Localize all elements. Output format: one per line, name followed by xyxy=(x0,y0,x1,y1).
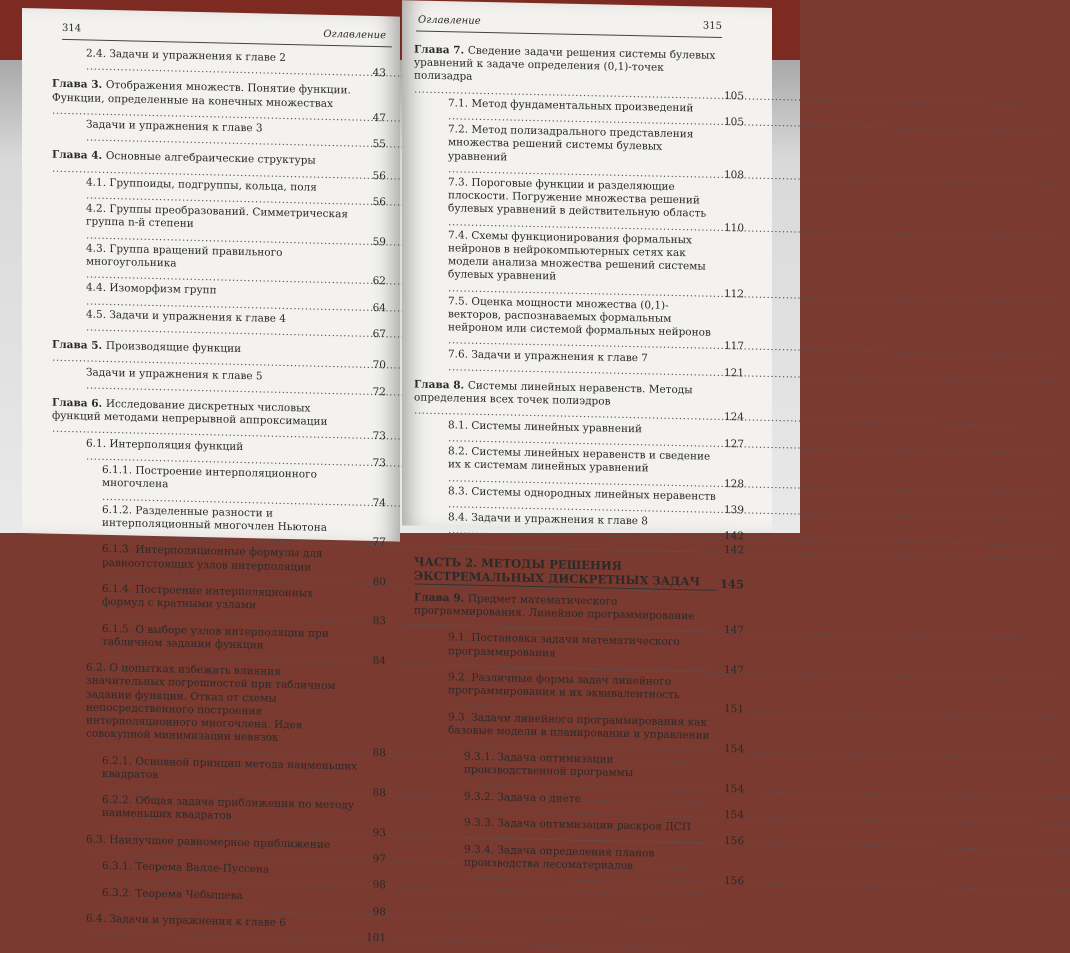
toc-entry-text: 6.1.5. О выборе узлов интерполяции при табличном задании функции xyxy=(102,622,329,652)
toc-page-number: 56 xyxy=(372,195,386,209)
toc-page-number: 64 xyxy=(372,301,386,314)
toc-entry-text: 6.3. Наилучшее равномерное приближение xyxy=(86,833,331,851)
toc-entry-text: 9.3. Задачи линейного программирования как базовые модели в планировании и управлении xyxy=(448,710,710,742)
toc-page-number: 151 xyxy=(723,703,744,716)
toc-entry-text: 6.3.1. Теорема Валле-Пуссена xyxy=(102,860,270,876)
toc-entry xyxy=(414,123,744,183)
right-page xyxy=(402,0,772,888)
toc-entry-text: 9.2. Различные формы задач линейного программирования и их эквивалентность xyxy=(448,671,680,702)
toc-entry-text: 6.2.1. Основной принцип метода наименьших квадратов xyxy=(102,754,358,781)
toc-chapter-label: Глава 4. xyxy=(52,149,106,163)
toc-entry-text: Отображения множеств. Понятие функции. Функции, определенные на конечных множествах xyxy=(52,79,351,110)
toc-entry-text: 6.1. Интерполяция функций xyxy=(86,437,244,453)
toc-entry xyxy=(414,176,744,236)
toc-entry-text: 8.3. Системы однородных линейных неравенств xyxy=(448,484,716,503)
toc-page-number: 139 xyxy=(723,503,744,517)
left-toc xyxy=(52,47,386,946)
toc-page-number: 128 xyxy=(723,477,744,490)
toc-entry-text: 9.3.2. Задача о диете xyxy=(464,790,581,805)
toc-entry-text: 6.2.2. Общая задача приближения по методу наименьших квадратов xyxy=(102,793,354,823)
toc-entry-text: 9.1. Постановка задачи математического программирования xyxy=(448,631,680,660)
toc-entry-text: Основные алгебраические структуры xyxy=(105,150,316,168)
toc-page-number: 98 xyxy=(372,879,386,892)
toc-page-number: 73 xyxy=(372,456,386,470)
toc-page-number: 147 xyxy=(723,624,744,637)
toc-page-number: 97 xyxy=(372,852,386,866)
toc-page-number: 154 xyxy=(723,782,744,795)
toc-page-number: 47 xyxy=(372,111,386,125)
toc-entry-text: 4.1. Группоиды, подгруппы, кольца, поля xyxy=(86,176,317,194)
toc-page-number: 117 xyxy=(723,340,744,353)
toc-page-number: 72 xyxy=(372,385,386,399)
toc-entry xyxy=(414,294,744,354)
toc-page-number: 110 xyxy=(723,221,744,235)
toc-entry xyxy=(52,661,386,761)
toc-page-number: 56 xyxy=(372,169,386,182)
toc-entry-text: 6.2. О попытках избежать влияния значительных погрешностей при табличном задании функции. Отказ от схемы непосредственного построения интерполяционного многочлена. Идея совокупной минимизации невязок xyxy=(86,661,336,744)
toc-entry xyxy=(414,228,744,301)
toc-page-number: 124 xyxy=(723,411,744,424)
toc-page-number: 108 xyxy=(723,168,744,182)
toc-chapter-label: Глава 6. xyxy=(52,396,106,410)
toc-entry-text: 8.4. Задачи и упражнения к главе 8 xyxy=(448,511,648,528)
toc-entry-text: 9.3.1. Задача оптимизации производственной программы xyxy=(464,750,634,780)
toc-page-number: 77 xyxy=(372,536,386,549)
toc-page-number: 145 xyxy=(719,576,744,592)
toc-entry-title xyxy=(448,229,1054,307)
toc-entry-text: 9.3.3. Задача оптимизации раскроя ДСП xyxy=(464,816,691,834)
left-running-title: Оглавление xyxy=(323,28,386,42)
toc-entry-text: Сведение задачи решения системы булевых уравнений к задаче определения (0,1)-точек полизадра xyxy=(414,44,716,84)
toc-page-number: 142 xyxy=(723,543,744,556)
toc-page-number: 74 xyxy=(372,496,386,509)
toc-part-heading xyxy=(414,554,744,591)
right-running-title: Оглавление xyxy=(418,14,481,27)
toc-page-number: 101 xyxy=(365,932,386,945)
toc-page-number: 67 xyxy=(372,328,386,341)
toc-entry xyxy=(414,631,744,678)
toc-entry-text: 8.2. Системы линейных неравенств и сведение их к системам линейных уравнений xyxy=(448,445,711,475)
toc-page-number: 88 xyxy=(372,747,386,760)
toc-entry-text: 7.6. Задачи и упражнения к главе 7 xyxy=(448,347,648,365)
toc-page-number: 142 xyxy=(723,530,744,543)
toc-entry xyxy=(414,842,744,889)
toc-chapter-entry xyxy=(414,379,744,426)
toc-entry-text: Задачи и упражнения к главе 3 xyxy=(86,118,263,135)
toc-entry-text: 6.1.3. Интерполяционные формулы для равноотстоящих узлов интерполяции xyxy=(102,543,323,574)
toc-entry-text: 6.1.1. Построение интерполяционного многочлена xyxy=(102,463,317,491)
toc-entry-text: Производящие функции xyxy=(105,340,242,356)
toc-entry-text: 7.5. Оценка мощности множества (0,1)- векторов, распознаваемых формальным нейроном или системой формальных нейронов xyxy=(448,295,711,339)
toc-part-title: ЧАСТЬ 2. МЕТОДЫ РЕШЕНИЯ ЭКСТРЕМАЛЬНЫХ ДИСКРЕТНЫХ ЗАДАЧ xyxy=(414,554,701,589)
toc-page-number: 43 xyxy=(372,67,386,80)
toc-entry xyxy=(414,445,744,492)
toc-page-number: 105 xyxy=(723,89,744,103)
toc-entry-text: Системы линейных неравенств. Методы определения всех точек полиэдров xyxy=(414,379,693,408)
toc-page-number: 147 xyxy=(723,663,744,677)
left-running-head xyxy=(62,23,392,47)
toc-page-number: 156 xyxy=(723,835,744,848)
toc-entry-text: Исследование дискретных числовых функций методами непрерывной аппроксимации xyxy=(52,397,328,429)
toc-entry-text: 7.3. Пороговые функции и разделяющие плоскости. Погружение множества решений булевых уравнений в действительную область xyxy=(448,176,707,221)
left-page xyxy=(22,8,400,945)
toc-page-number: 55 xyxy=(372,138,386,151)
toc-page-number: 154 xyxy=(723,742,744,756)
toc-entry-text: 7.2. Метод полизадрального представления множества решений системы булевых уравнений xyxy=(448,123,694,164)
toc-chapter-label: Глава 8. xyxy=(414,378,468,392)
toc-entry-text: Задачи и упражнения к главе 5 xyxy=(86,366,263,383)
toc-chapter-label: Глава 9. xyxy=(414,591,468,605)
toc-entry-text: 6.1.2. Разделенные разности и интерполяционный многочлен Ньютона xyxy=(102,503,327,534)
toc-page-number: 80 xyxy=(372,575,386,588)
toc-page-number: 73 xyxy=(372,430,386,443)
toc-chapter-label: Глава 7. xyxy=(414,43,468,57)
toc-page-number: 127 xyxy=(723,437,744,451)
toc-entry xyxy=(414,670,744,717)
toc-page-number: 83 xyxy=(372,615,386,628)
toc-page-number: 59 xyxy=(372,235,386,248)
toc-entry-text: 6.1.4. Построение интерполяционных формул с кратными узлами xyxy=(102,582,314,612)
right-page-number: 315 xyxy=(702,20,722,32)
right-toc xyxy=(414,39,744,889)
toc-entry-text: 7.4. Схемы функционирования формальных нейронов в нейрокомпьютерных сетях как модели анализа множества решений системы булевых уравнений xyxy=(448,229,706,283)
toc-entry-text: 4.5. Задачи и упражнения к главе 4 xyxy=(86,308,286,325)
toc-entry-text: Предмет математического программирования. Линейное программирование xyxy=(414,592,695,623)
toc-chapter-label: Глава 3. xyxy=(52,78,106,92)
toc-entry-text: 4.4. Изоморфизм групп xyxy=(86,281,217,297)
toc-entry-text: 4.2. Группы преобразований. Симметрическая группа n-й степени xyxy=(86,202,348,231)
right-running-head xyxy=(416,15,722,38)
toc-page-number: 93 xyxy=(372,826,386,839)
toc-entry-text: 8.1. Системы линейных уравнений xyxy=(448,418,642,435)
toc-page-number: 62 xyxy=(372,275,386,288)
toc-chapter-label: Глава 5. xyxy=(52,338,106,353)
toc-entry-text: 2.4. Задачи и упражнения к главе 2 xyxy=(86,47,286,64)
toc-page-number: 84 xyxy=(372,654,386,668)
toc-page-number: 156 xyxy=(723,874,744,888)
toc-entry-text: 6.4. Задачи и упражнения к главе 6 xyxy=(86,912,286,929)
toc-page-number: 154 xyxy=(723,808,744,822)
toc-entry-text: 7.1. Метод фундаментальных произведений xyxy=(448,97,694,115)
toc-page-number: 88 xyxy=(372,786,386,800)
toc-chapter-entry xyxy=(414,44,744,104)
left-page-number: 314 xyxy=(62,22,82,35)
toc-entry-text: 9.3.4. Задача определения планов производства лесоматериалов xyxy=(464,843,655,872)
toc-entry xyxy=(414,750,744,797)
toc-page-number: 121 xyxy=(723,366,744,380)
toc-page-number: 112 xyxy=(723,287,744,301)
toc-page-number: 70 xyxy=(372,359,386,372)
toc-entry-text: 4.3. Группа вращений правильного многоугольника xyxy=(86,242,283,270)
toc-page-number: 98 xyxy=(372,905,386,919)
toc-entry-text: 6.3.2. Теорема Чебышева xyxy=(102,886,243,902)
toc-page-number: 105 xyxy=(723,116,744,129)
